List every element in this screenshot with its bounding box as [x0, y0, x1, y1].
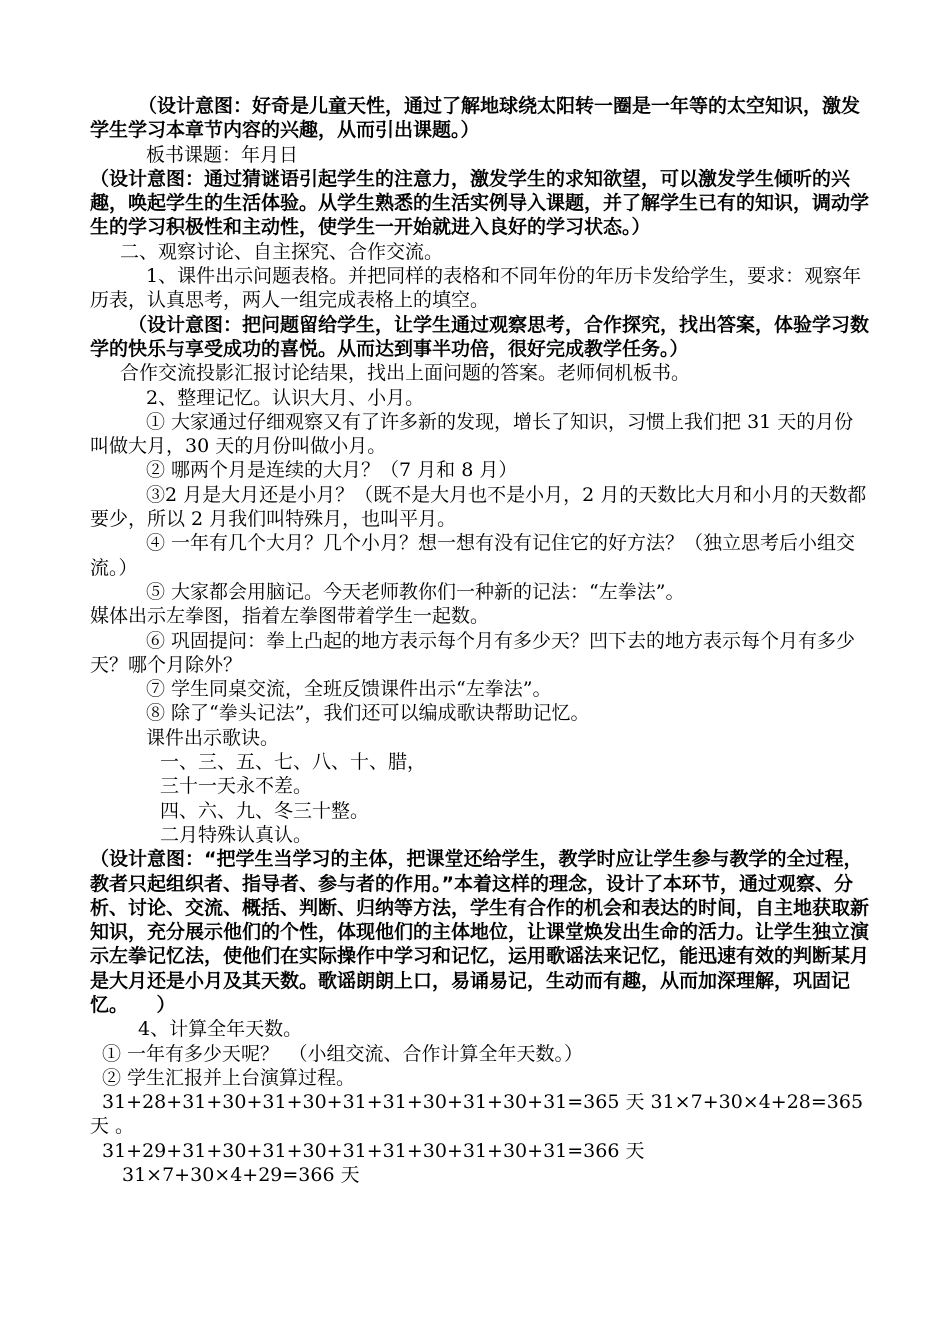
text-paragraph: ② 学生汇报并上台演算过程。 [102, 1066, 356, 1089]
text-paragraph: ① 大家通过仔细观察又有了许多新的发现，增长了知识，习惯上我们把 31 天的月份叫做大月，30 天的月份叫做小月。 [90, 410, 854, 458]
design-intent-paragraph: （设计意图：好奇是儿童天性，通过了解地球绕太阳转一圈是一年等的太空知识，激发学生学习本章节内容的兴趣，从而引出课题。） [90, 95, 861, 142]
text-paragraph: ⑦ 学生同桌交流，全班反馈课件出示“左拳法”。 [146, 678, 552, 701]
text-paragraph: ⑥ 巩固提问：拳上凸起的地方表示每个月有多少天？凹下去的地方表示每个月有多少天？哪个月除外？ [90, 629, 856, 676]
text-paragraph: ② 哪两个月是连续的大月？（7 月和 8 月） [146, 459, 518, 482]
design-intent-paragraph: （设计意图：把问题留给学生，让学生通过观察思考，合作探究，找出答案，体验学习数学的快乐与享受成功的喜悦。从而达到事半功倍，很好完成教学任务。） [90, 313, 870, 360]
text-paragraph: 课件出示歌诀。 [146, 726, 280, 749]
text-paragraph: 31+29+31+30+31+30+31+31+30+31+30+31=366 天 [102, 1139, 645, 1162]
text-paragraph: 二月特殊认真认。 [160, 823, 313, 846]
text-paragraph: 1、课件出示问题表格。并把同样的表格和不同年份的年历卡发给学生，要求：观察年历表，认真思考，两人一组完成表格上的填空。 [90, 265, 862, 312]
text-paragraph: 2、整理记忆。认识大月、小月。 [146, 386, 425, 409]
text-paragraph: ④ 一年有几个大月？几个小月？想一想有没有记住它的好方法？（独立思考后小组交流。） [90, 532, 856, 579]
design-intent-paragraph: （设计意图：通过猜谜语引起学生的注意力，激发学生的求知欲望，可以激发学生倾听的兴趣，唤起学生的生活体验。从学生熟悉的生活实例导入课题，并了解学生已有的知识，调动学生的学习积极性和主动性，使学生一开始就进入良好的学习状态。） [90, 167, 870, 239]
text-paragraph: 板书课题：年月日 [146, 143, 299, 166]
text-paragraph: 三十一天永不差。 [160, 775, 313, 798]
text-paragraph: ⑧ 除了“拳头记法”，我们还可以编成歌诀帮助记忆。 [146, 702, 590, 725]
text-paragraph: 合作交流投影汇报讨论结果，找出上面问题的答案。老师伺机板书。 [120, 362, 691, 385]
text-paragraph: 四、六、九、冬三十整。 [160, 799, 370, 822]
design-intent-paragraph: （设计意图：“把学生当学习的主体，把课堂还给学生，教学时应让学生参与教学的全过程，教者只起组织者、指导者、参与者的作用。”本着这样的理念，设计了本环节，通过观察、分析、讨论、交流、概括、判断、归纳等方法，学生有合作的机会和表达的时间，自主地获取新知识，充分展示他们的个性，体现他们的主体地位，让课堂焕发出生命的活力。让学生独立演示左拳记忆法，使他们在实际操作中学习和记忆，运用歌谣法来记忆，能迅速有效的判断某月是大月还是小月及其天数。歌谣朗朗上口，易诵易记，生动而有趣，从而加深理解，巩固记忆。 ） [90, 848, 870, 1016]
text-paragraph: 31+28+31+30+31+30+31+31+30+31+30+31=365 天 31×7+30×4+28=365 天 。 [90, 1091, 864, 1138]
text-paragraph: 媒体出示左拳图，指着左拳图带着学生一起数。 [90, 605, 490, 628]
text-paragraph: 一、三、五、七、八、十、腊， [160, 751, 427, 774]
text-paragraph: 31×7+30×4+29=366 天 [122, 1164, 360, 1187]
text-paragraph: ③2 月是大月还是小月？（既不是大月也不是小月，2 月的天数比大月和小月的天数都要少，所以 2 月我们叫特殊月，也叫平月。 [90, 483, 867, 531]
text-paragraph: 二、观察讨论、自主探究、合作交流。 [120, 240, 444, 263]
document-body [90, 94, 870, 1187]
text-paragraph: ⑤ 大家都会用脑记。今天老师教你们一种新的记法：“左拳法”。 [146, 580, 685, 603]
text-paragraph: 4、计算全年天数。 [138, 1018, 303, 1041]
text-paragraph: ① 一年有多少天呢？ （小组交流、合作计算全年天数。） [102, 1042, 584, 1065]
